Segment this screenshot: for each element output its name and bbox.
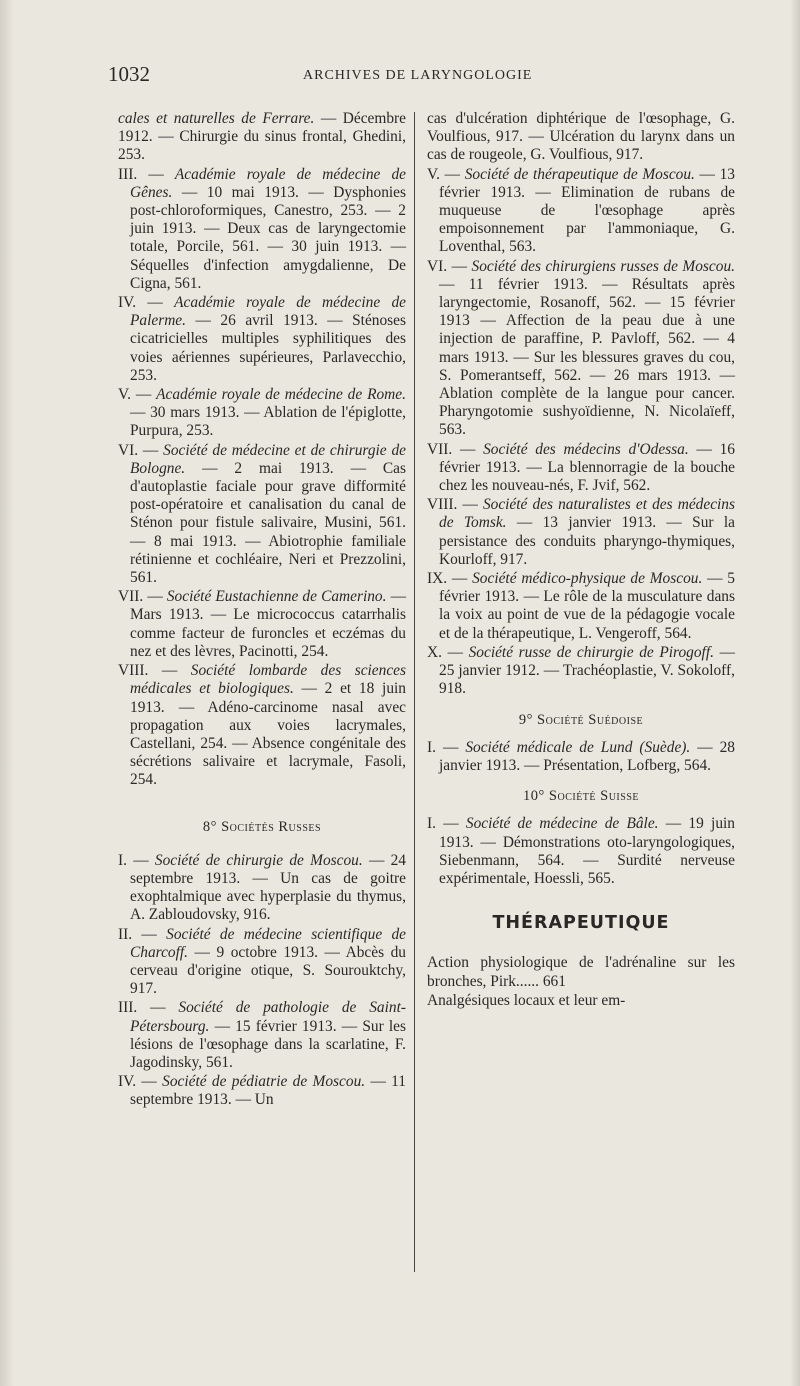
society-name: Société des médecins d'Odessa.	[483, 440, 689, 458]
index-entry	[118, 588, 406, 661]
society-name: Société Eustachienne de Camerino.	[166, 588, 387, 606]
index-entry	[427, 815, 735, 888]
society-name: Société de médecine et de chirurgie de Bologne.	[130, 441, 406, 477]
entry-number: III. —	[118, 165, 175, 183]
entry-number: VIII. —	[118, 662, 191, 680]
entry-text: — 24 septembre 1913. — Un cas de goitre exophtalmique avec hyperplasie du thymus, A. Zabloudovsky, 916.	[130, 851, 406, 924]
entry-text: — 30 mars 1913. — Ablation de l'épiglotte, Purpura, 253.	[130, 404, 406, 440]
entry-number: V. —	[118, 386, 157, 404]
entry-text: — 15 février 1913. — Sur les lésions de l'œsophage dans la scarlatine, F. Jagodinsky, 561.	[130, 1017, 406, 1071]
column-divider	[414, 112, 415, 1272]
society-name: Société de médecine de Bâle.	[465, 815, 659, 833]
society-name: Société médicale de Lund (Suède).	[465, 738, 691, 756]
index-entry	[118, 110, 406, 165]
society-name: Société des chirurgiens russes de Moscou.	[471, 257, 735, 275]
index-entry	[118, 926, 406, 999]
society-name: Société des naturalistes et des médecins de Tomsk.	[439, 496, 735, 532]
entry-text: — 5 février 1913. — Le rôle de la musculature dans la voix au point de vue de la pédagogie vocale et de la thérapeutique, L. Vengeroff, 564.	[439, 570, 735, 642]
entry-text: — 2 et 18 juin 1913. — Adéno-carcinome nasal avec propagation aux voies lacrymales, Castellani, 254. — Absence congénitale des sécrétions salivaire et lacrymale, Fasoli, 254.	[130, 680, 407, 789]
index-entry	[427, 110, 735, 165]
entry-text: — 11 septembre 1913. — Un	[130, 1073, 406, 1109]
therapeutique-line: Action physiologique de l'adrénaline sur les bronches, Pirk...... 661	[427, 954, 735, 990]
section-heading-russian: 8° Sociétés Russes	[202, 818, 322, 835]
entry-text: — 25 janvier 1912. — Trachéoplastie, V. Sokoloff, 918.	[439, 643, 735, 698]
entry-text: — 10 mai 1913. — Dysphonies post-chloroformiques, Canestro, 253. — 2 juin 1913. — Deux cas de laryngectomie totale, Porcile, 561. — 30 juin 1913. — Séquelles d'infection amygdalienne, De Cigna, 561.	[130, 183, 406, 292]
index-entry	[427, 496, 735, 569]
index-entry	[427, 441, 735, 496]
page-edge-right	[790, 0, 800, 1386]
entry-number: VI. —	[427, 257, 472, 275]
section-heading-swedish: 9° Société Suédoise	[518, 711, 644, 728]
society-name: cales et naturelles de Ferrare.	[118, 110, 315, 127]
page-edge-left	[0, 0, 14, 1386]
entry-text: — 26 avril 1913. — Sténoses cicatricielles multiples syphilitiques des voies aériennes supérieures, Parlavecchio, 253.	[130, 312, 406, 384]
index-entry	[427, 644, 735, 699]
index-entry	[118, 442, 406, 588]
society-name: Société médico-physique de Moscou.	[472, 570, 703, 588]
index-entry	[118, 852, 406, 925]
society-name: Académie royale de médecine de Rome.	[156, 386, 406, 404]
index-entry	[427, 166, 735, 257]
therapeutique-heading: THÉRAPEUTIQUE	[492, 913, 670, 934]
running-head: ARCHIVES DE LARYNGOLOGIE	[303, 68, 533, 83]
entry-text: — 11 février 1913. — Résultats après laryngectomie, Rosanoff, 562. — 15 février 1913 — Affection de la peau due à une injection de paraffine, P. Pavloff, 562. — 4 mars 1913. — Sur les blessures graves du cou, S. Pomerantseff, 562. — 26 mars 1913. — Ablation complète de la langue pour cancer. Pharyngotomie sushyoïdienne, N. Nicolaïeff, 563.	[439, 275, 735, 439]
index-entry	[118, 166, 406, 293]
entry-number: X. —	[427, 643, 469, 661]
index-entry	[427, 258, 735, 440]
entry-number: V. —	[427, 165, 465, 183]
index-entry	[118, 999, 406, 1072]
entry-number: VII. —	[118, 588, 167, 606]
society-name: Académie royale de médecine de Gênes.	[130, 165, 406, 201]
entry-number: IV. —	[118, 1073, 163, 1091]
entry-number: I. —	[118, 851, 155, 869]
entry-number: VI. —	[118, 441, 164, 459]
entry-text: — 13 janvier 1913. — Sur la persistance des conduits pharyngo-thymiques, Kourloff, 917.	[439, 514, 736, 568]
therapeutique-line: Analgésiques locaux et leur em-	[427, 991, 626, 1009]
entry-text: — 9 octobre 1913. — Abcès du cerveau d'origine otique, S. Sourouktchy, 917.	[130, 943, 406, 998]
entry-number: I. —	[427, 738, 466, 756]
entry-number: III. —	[118, 999, 179, 1017]
society-name: Société de chirurgie de Moscou.	[154, 851, 363, 869]
entry-number: I. —	[427, 815, 466, 833]
entry-text: — Décembre 1912. — Chirurgie du sinus frontal, Ghedini, 253.	[118, 110, 406, 164]
entry-text: — 2 mai 1913. — Cas d'autoplastie faciale pour grave difformité post-opératoire et canalisation du canal de Sténon pour fistule salivaire, Musini, 561. — 8 mai 1913. — Abiotrophie familiale rétinienne et cochléaire, Neri et Prezzolini, 561.	[130, 459, 406, 587]
index-entry	[118, 386, 406, 441]
entry-number: IX. —	[427, 570, 473, 588]
entry-text: — 16 février 1913. — La blennorragie de la bouche chez les nouveau-nés, F. Jvif, 562.	[439, 440, 735, 495]
society-name: Société de médecine scientifique de Charcoff.	[130, 925, 407, 961]
left-column	[118, 110, 406, 1111]
entry-number: II. —	[118, 925, 167, 943]
entry-text: — Mars 1913. — Le micrococcus catarrhalis comme facteur de furoncles et eczémas du nez et des lèvres, Pacinotti, 254.	[130, 588, 406, 660]
society-name: Société de thérapeutique de Moscou.	[464, 165, 695, 183]
section-heading-swiss: 10° Société Suisse	[522, 788, 639, 805]
entry-number: VIII. —	[427, 496, 483, 514]
society-name: Académie royale de médecine de Palerme.	[130, 294, 406, 330]
society-name: Société russe de chirurgie de Pirogoff.	[468, 643, 714, 661]
page-number: 1032	[108, 62, 150, 86]
entry-text: — 13 février 1913. — Elimination de rubans de muqueuse de l'œsophage après empoisonnement par l'ammoniaque, G. Loventhal, 563.	[439, 165, 735, 256]
entry-number: IV. —	[118, 294, 175, 312]
society-name: Société de pathologie de Saint-Pétersbourg.	[130, 999, 406, 1035]
society-name: Société de pédiatrie de Moscou.	[162, 1073, 366, 1091]
index-entry	[427, 570, 735, 643]
entry-number: VII. —	[427, 440, 484, 458]
entry-text: — 19 juin 1913. — Démonstrations oto-laryngologiques, Siebenmann, 564. — Surdité nerveuse expérimentale, Hoessli, 565.	[439, 815, 735, 887]
society-name: Société lombarde des sciences médicales et biologiques.	[130, 662, 406, 698]
entry-text: — 28 janvier 1913. — Présentation, Lofberg, 564.	[439, 738, 735, 774]
index-entry	[118, 662, 406, 789]
entry-text: cas d'ulcération diphtérique de l'œsophage, G. Voulfious, 917. — Ulcération du larynx dans un cas de rougeole, G. Voulfious, 917.	[427, 110, 735, 164]
page-header	[108, 62, 776, 94]
index-entry	[118, 1073, 406, 1109]
index-entry	[118, 294, 406, 385]
index-entry	[427, 739, 735, 775]
right-column	[427, 110, 735, 1011]
